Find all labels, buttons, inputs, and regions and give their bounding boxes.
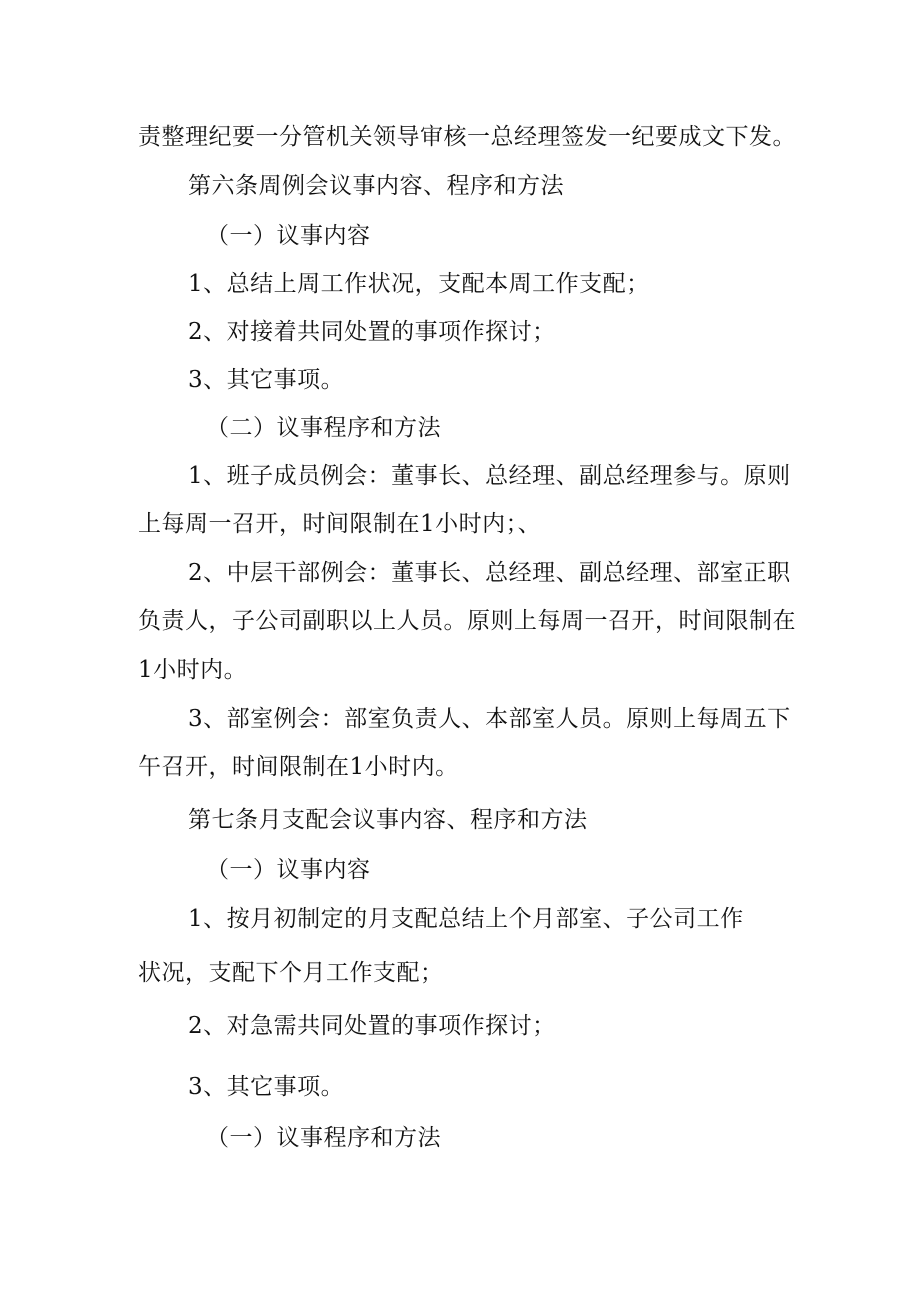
subheading-agenda: （一）议事内容 — [206, 223, 371, 249]
list-item: 3、其它事项。 — [188, 1074, 345, 1100]
list-item: 3、其它事项。 — [188, 367, 345, 393]
list-item: 1、班子成员例会：董事长、总经理、副总经理参与。原则 — [188, 463, 791, 489]
list-item-continuation: 上每周一召开，时间限制在1小时内；、 — [138, 511, 542, 537]
list-item: 3、部室例会：部室负责人、本部室人员。原则上每周五下 — [188, 706, 791, 732]
subheading-procedure: （二）议事程序和方法 — [206, 415, 441, 441]
list-item: 2、对急需共同处置的事项作探讨； — [188, 1013, 556, 1039]
list-item: 2、对接着共同处置的事项作探讨； — [188, 319, 556, 345]
list-item-continuation: 午召开，时间限制在1小时内。 — [138, 754, 459, 780]
subheading-agenda: （一）议事内容 — [206, 857, 371, 883]
subheading-procedure: （一）议事程序和方法 — [206, 1125, 441, 1151]
list-item: 1、按月初制定的月支配总结上个月部室、子公司工作 — [188, 906, 744, 932]
list-item-continuation: 1小时内。 — [138, 657, 248, 683]
list-item: 2、中层干部例会：董事长、总经理、副总经理、部室正职 — [188, 560, 791, 586]
section-heading-article-6: 第六条周例会议事内容、程序和方法 — [188, 173, 564, 199]
section-heading-article-7: 第七条月支配会议事内容、程序和方法 — [188, 807, 588, 833]
list-item-continuation: 状况，支配下个月工作支配； — [138, 960, 444, 986]
list-item: 1、总结上周工作状况，支配本周工作支配； — [188, 271, 650, 297]
body-line-1: 责整理纪要一分管机关领导审核一总经理签发一纪要成文下发。 — [138, 124, 796, 150]
list-item-continuation: 负责人，子公司副职以上人员。原则上每周一召开，时间限制在 — [138, 608, 796, 634]
